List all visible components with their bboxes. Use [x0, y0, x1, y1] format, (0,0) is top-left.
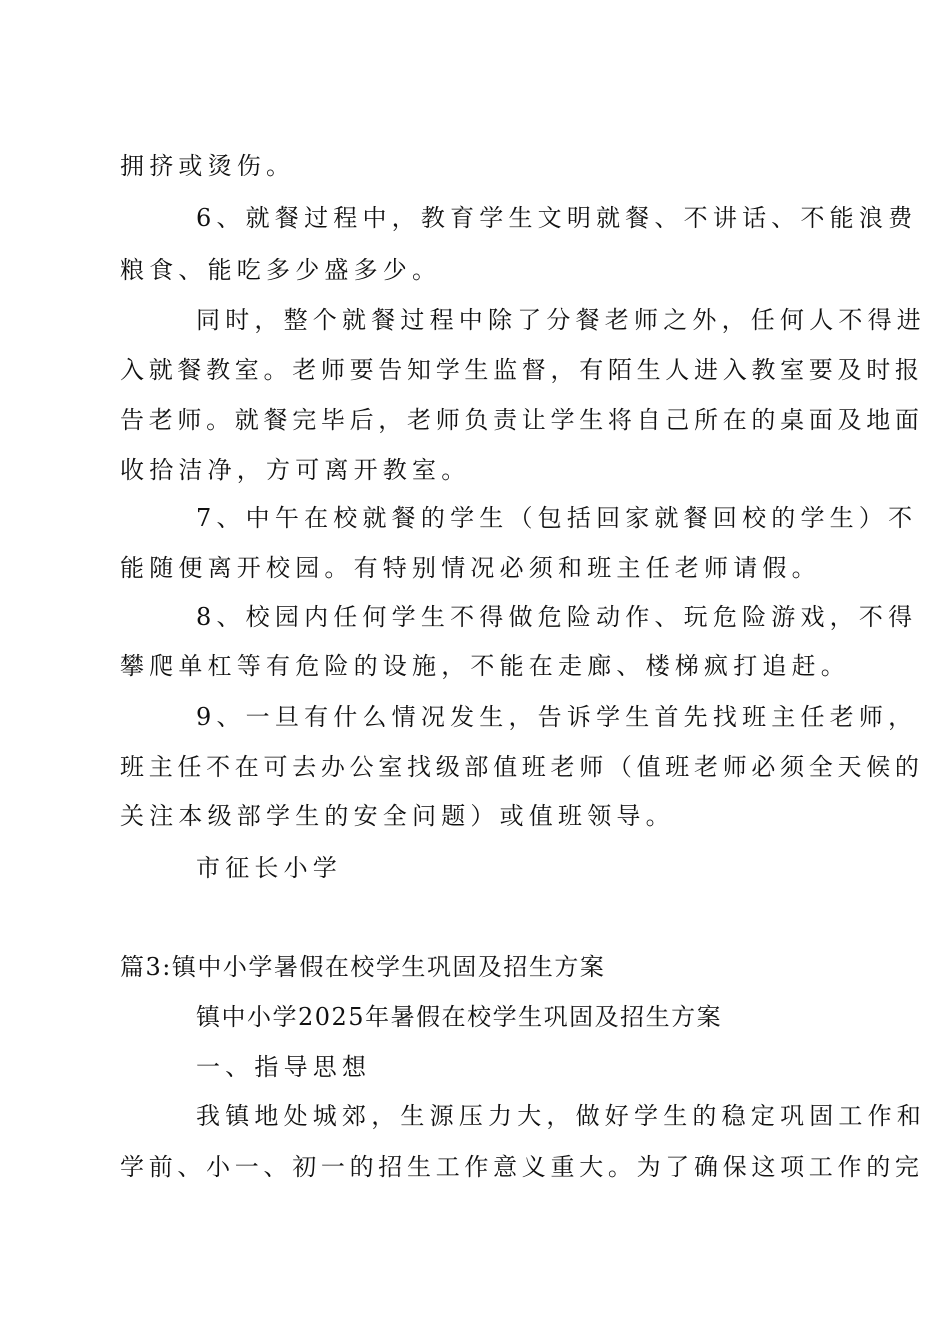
subsection-heading: 一、指导思想 — [196, 1053, 372, 1081]
paragraph-line: 6、就餐过程中，教育学生文明就餐、不讲话、不能浪费 — [196, 204, 918, 232]
paragraph-line: 班主任不在可去办公室找级部值班老师（值班老师必须全天候的 — [120, 753, 924, 781]
paragraph-line: 学前、小一、初一的招生工作意义重大。为了确保这项工作的完 — [120, 1153, 924, 1181]
paragraph-line: 我镇地处城郊，生源压力大，做好学生的稳定巩固工作和 — [196, 1102, 926, 1130]
paragraph-line: 入就餐教室。老师要告知学生监督，有陌生人进入教室要及时报 — [120, 356, 924, 384]
paragraph-line: 粮食、能吃多少盛多少。 — [120, 256, 442, 284]
paragraph-line: 拥挤或烫伤。 — [120, 152, 296, 180]
paragraph-line: 收拾洁净，方可离开教室。 — [120, 456, 471, 484]
section-heading: 篇3:镇中小学暑假在校学生巩固及招生方案 — [120, 953, 606, 981]
paragraph-line: 7、中午在校就餐的学生（包括回家就餐回校的学生）不 — [196, 504, 918, 532]
paragraph-line: 关注本级部学生的安全问题）或值班领导。 — [120, 802, 675, 830]
paragraph-line: 能随便离开校园。有特别情况必须和班主任老师请假。 — [120, 554, 821, 582]
paragraph-line: 8、校园内任何学生不得做危险动作、玩危险游戏，不得 — [196, 603, 918, 631]
paragraph-line: 同时，整个就餐过程中除了分餐老师之外，任何人不得进 — [196, 306, 926, 334]
paragraph-line: 告老师。就餐完毕后，老师负责让学生将自己所在的桌面及地面 — [120, 406, 924, 434]
document-title: 镇中小学2025年暑假在校学生巩固及招生方案 — [196, 1003, 723, 1031]
signature-line: 市征长小学 — [196, 854, 342, 882]
paragraph-line: 9、一旦有什么情况发生，告诉学生首先找班主任老师， — [196, 703, 918, 731]
paragraph-line: 攀爬单杠等有危险的设施，不能在走廊、楼梯疯打追赶。 — [120, 652, 850, 680]
